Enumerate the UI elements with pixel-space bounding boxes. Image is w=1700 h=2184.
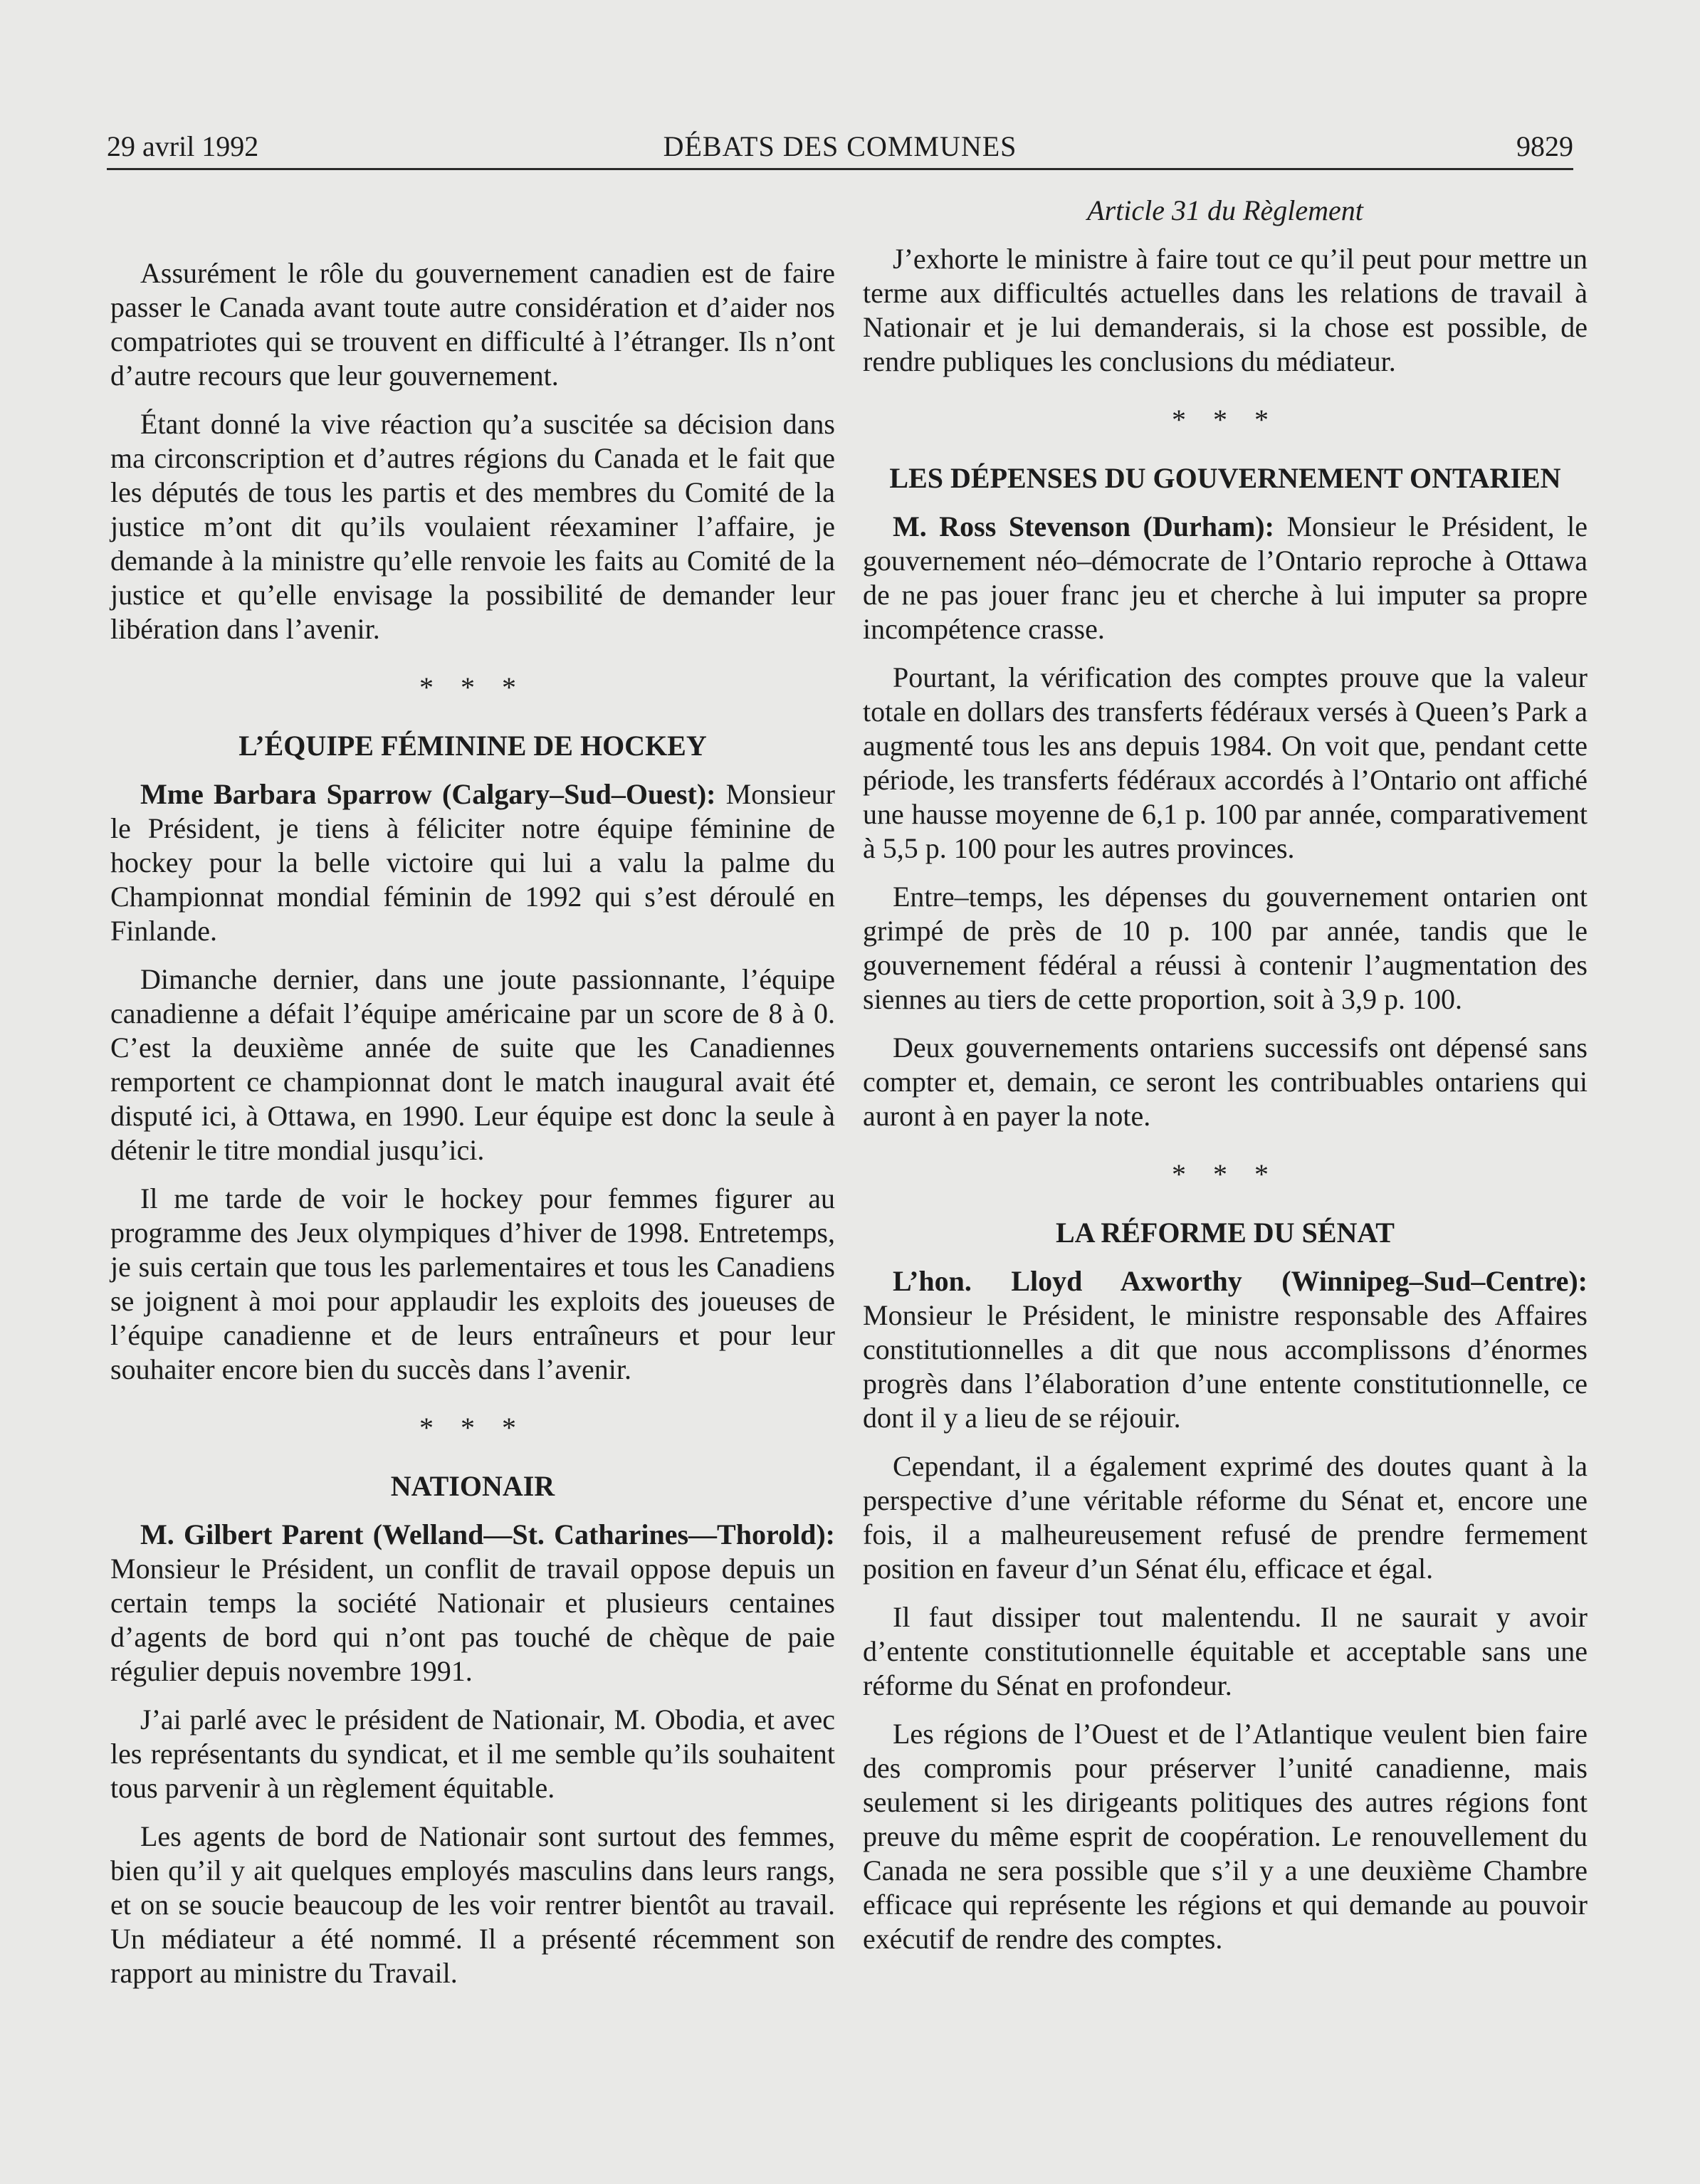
statement-paragraph [863, 510, 1588, 646]
publication-title: DÉBATS DES COMMUNES [663, 130, 1017, 162]
speaker-name: M. Ross Stevenson (Durham): [893, 510, 1274, 542]
page-date: 29 avril 1992 [107, 130, 259, 162]
paragraph: Étant donné la vive réaction qu’a suscitée sa décision dans ma circonscription et d’autres régions du Canada et le fait que les députés de tous les partis et des membres du Comité de la justice m’ont dit qu’ils voulaient réexaminer l’affaire, je demande à la ministre qu’elle renvoie les faits au Comité de la justice et qu’elle envisage la possibilité de demander leur libération dans l’avenir. [110, 408, 835, 645]
statement-text: Monsieur le Président, le ministre responsable des Affaires constitutionnelles a dit que nous accomplissons d’énormes progrès dans l’élaboration d’une entente constitutionnelle, ce dont il y a lieu de se réjouir. [863, 1299, 1588, 1434]
section-heading: LA RÉFORME DU SÉNAT [1056, 1217, 1395, 1249]
page-header [107, 128, 1573, 165]
right-column [863, 194, 1588, 1970]
statement-text: Monsieur le Président, un conflit de travail oppose depuis un certain temps la société Nationair et plusieurs centaines d’agents de bord qui n’ont pas touché de chèque de paie régulier depuis novembre 1991. [110, 1553, 835, 1687]
paragraph: Assurément le rôle du gouvernement canadien est de faire passer le Canada avant toute autre considération et d’aider nos compatriotes qui se trouvent en difficulté à l’étranger. Ils n’ont d’autre recours que leur gouvernement. [110, 257, 835, 392]
statement-paragraph [863, 1264, 1588, 1435]
paragraph: Deux gouvernements ontariens successifs ont dépensé sans compter et, demain, ce seront les contribuables ontariens qui auront à en payer la note. [863, 1031, 1588, 1132]
paragraph: J’ai parlé avec le président de Nationair, M. Obodia, et avec les représentants du syndicat, et il me semble qu’ils souhaitent tous parvenir à un règlement équitable. [110, 1703, 835, 1804]
section-heading: L’ÉQUIPE FÉMININE DE HOCKEY [238, 730, 707, 762]
paragraph: Dimanche dernier, dans une joute passionnante, l’équipe canadienne a défait l’équipe américaine par un score de 8 à 0. C’est la deuxième année de suite que les Canadiennes remportent ce championnat dont le match inaugural avait été disputé ici, à Ottawa, en 1990. Leur équipe est donc la seule à détenir le titre mondial jusqu’ici. [110, 963, 835, 1166]
speaker-name: L’hon. Lloyd Axworthy (Winnipeg–Sud–Centre): [893, 1265, 1588, 1297]
paragraph: Les régions de l’Ouest et de l’Atlantique veulent bien faire des compromis pour préserver l’unité canadienne, mais seulement si les dirigeants politiques des autres régions font preuve du même esprit de coopération. Le renouvellement du Canada ne sera possible que s’il y a une deuxième Chambre efficace qui représente les régions et qui demande au pouvoir exécutif de rendre des comptes. [863, 1718, 1588, 1955]
section-heading: LES DÉPENSES DU GOUVERNEMENT ONTARIEN [889, 462, 1561, 494]
section-separator: * * * [1172, 1158, 1279, 1190]
paragraph: Cependant, il a également exprimé des doutes quant à la perspective d’une véritable réforme du Sénat et, encore une fois, il a malheureusement refusé de prendre fermement position en faveur d’un Sénat élu, efficace et égal. [863, 1450, 1588, 1585]
section-heading: NATIONAIR [390, 1470, 555, 1502]
page-number: 9829 [1516, 130, 1573, 162]
paragraph: Pourtant, la vérification des comptes prouve que la valeur totale en dollars des transferts fédéraux versés à Queen’s Park a augmenté tous les ans depuis 1984. On voit que, pendant cette période, les transferts fédéraux accordés à l’Ontario ont affiché une hausse moyenne de 6,1 p. 100 par année, comparativement à 5,5 p. 100 pour les autres provinces. [863, 661, 1588, 864]
statement-paragraph [110, 1518, 835, 1689]
paragraph: Les agents de bord de Nationair sont surtout des femmes, bien qu’il y ait quelques employés masculins dans leurs rangs, et on se soucie beaucoup de les voir rentrer bientôt au travail. Un médiateur a été nommé. Il a présenté récemment son rapport au ministre du Travail. [110, 1820, 835, 1989]
left-column [110, 256, 835, 2005]
statement-paragraph [110, 777, 835, 948]
rule-reference: Article 31 du Règlement [1087, 194, 1363, 226]
header-rule [107, 168, 1573, 170]
statement-text: Monsieur le Président, le gouvernement néo–démocrate de l’Ontario reproche à Ottawa de ne pas jouer franc jeu et cherche à lui imputer sa propre incompétence crasse. [863, 510, 1588, 645]
paragraph: Entre–temps, les dépenses du gouvernement ontarien ont grimpé de près de 10 p. 100 par année, tandis que le gouvernement fédéral a réussi à contenir l’augmentation des siennes au tiers de cette proportion, soit à 3,9 p. 100. [863, 881, 1588, 1015]
statement-text: Monsieur le Président, je tiens à féliciter notre équipe féminine de hockey pour la belle victoire qui lui a valu la palme du Championnat mondial féminin de 1992 qui s’est déroulé en Finlande. [110, 778, 835, 947]
section-separator: * * * [1172, 404, 1279, 436]
speaker-name: Mme Barbara Sparrow (Calgary–Sud–Ouest): [140, 778, 716, 810]
section-separator: * * * [419, 671, 526, 703]
paragraph: J’exhorte le ministre à faire tout ce qu’il peut pour mettre un terme aux difficultés actuelles dans les relations de travail à Nationair et je lui demanderais, si la chose est possible, de rendre publiques les conclusions du médiateur. [863, 243, 1588, 377]
paragraph: Il me tarde de voir le hockey pour femmes figurer au programme des Jeux olympiques d’hiver de 1998. Entretemps, je suis certain que tous les parlementaires et tous les Canadiens se joignent à moi pour applaudir les exploits des joueuses de l’équipe canadienne et de leurs entraîneurs et pour leur souhaiter encore bien du succès dans l’avenir. [110, 1182, 835, 1385]
speaker-name: M. Gilbert Parent (Welland—St. Catharines—Thorold): [140, 1518, 835, 1550]
paragraph: Il faut dissiper tout malentendu. Il ne saurait y avoir d’entente constitutionnelle équitable et acceptable sans une réforme du Sénat en profondeur. [863, 1601, 1588, 1701]
section-separator: * * * [419, 1412, 526, 1444]
